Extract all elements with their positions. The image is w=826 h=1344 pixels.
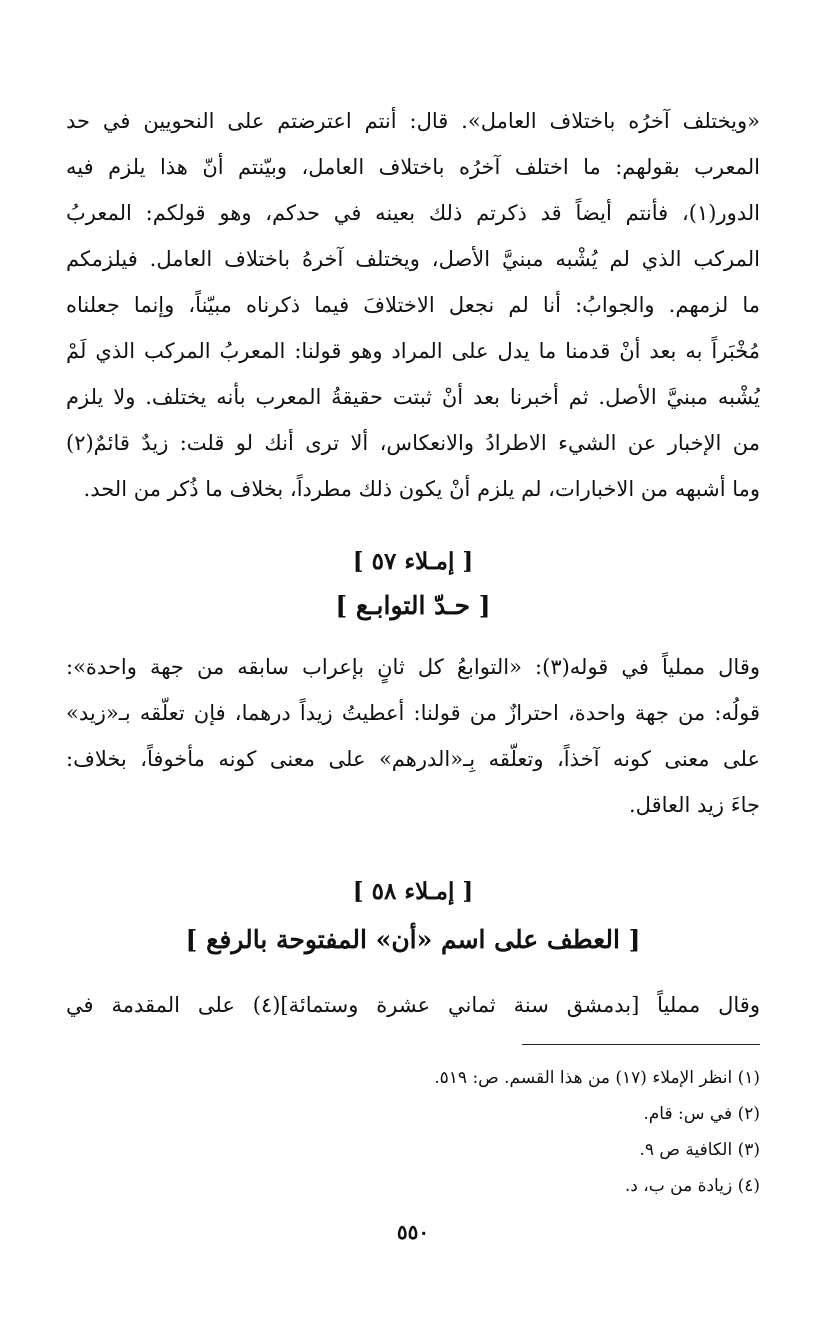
text-line: وقال مملياً في قوله(٣): «التوابعُ كل ثانٍ بإعراب سابقه من جهة واحدة»: [66, 655, 760, 679]
text-line: المركب الذي لم يُشْبه مبنيَّ الأصل، ويختلف آخرهُ باختلاف العامل. فيلزمكم [66, 247, 760, 271]
dictation-57-title: [ حـدّ التوابـع ] [335, 591, 491, 620]
footnote: (٢) في س: قام. [643, 1104, 760, 1124]
dictation-57-number: [ إمـلاء ٥٧ ] [352, 548, 474, 575]
text-line: على معنى كونه آخذاً، وتعلّقه بِـ«الدرهم» على معنى كونه مأخوفاً، بخلاف: [66, 747, 760, 771]
text-line: الدور(١)، فأنتم أيضاً قد ذكرتم ذلك بعينه في حدكم، وهو قولكم: المعربُ [66, 201, 760, 225]
text-line: من الإخبار عن الشيء الاطرادُ والانعكاس، ألا ترى أنك لو قلت: زيدٌ قائمٌ(٢) [66, 431, 760, 455]
text-line: ما لزمهم. والجوابُ: أنا لم نجعل الاختلافَ فيما ذكرناه مبيّناً، وإنما جعلناه [66, 293, 760, 317]
text-line: «ويختلف آخرُه باختلاف العامل». قال: أنتم اعترضتم على النحويين في حد [66, 109, 760, 133]
text-line: وقال مملياً [بدمشق سنة ثماني عشرة وستمائة](٤) على المقدمة في [66, 993, 760, 1017]
text-line: جاءَ زيد العاقل. [629, 793, 760, 817]
paragraph-followers [66, 644, 760, 828]
footnote: (٤) زيادة من ب، د. [624, 1176, 760, 1196]
paragraph-conjunction [66, 982, 760, 1028]
footnote-divider [522, 1044, 760, 1045]
paragraph-grammar-definition [66, 98, 760, 512]
dictation-58-number: [ إمـلاء ٥٨ ] [352, 878, 474, 905]
dictation-58-title: [ العطف على اسم «أن» المفتوحة بالرفع ] [185, 925, 641, 954]
page-number: ٥٥٠ [396, 1220, 430, 1244]
text-line: قولُه: من جهة واحدة، احترازٌ من قولنا: أعطيتُ زيداً درهما، فإن تعلّقه بـ«زيد» [66, 701, 760, 725]
text-line: وما أشبهه من الاخبارات، لم يلزم أنْ يكون ذلك مطرداً، بخلاف ما ذُكر من الحد. [83, 477, 760, 501]
footnote: (١) انظر الإملاء (١٧) من هذا القسم. ص: ٥١٩. [434, 1068, 760, 1088]
text-line: مُخْبَراً به بعد أنْ قدمنا ما يدل على المراد وهو قولنا: المعربُ المركب الذي لَمْ [66, 339, 760, 363]
footnotes [66, 1060, 760, 1204]
text-line: يُشْبه مبنيَّ الأصل. ثم أخبرنا بعد أنْ ثبتت حقيقةُ المعرب بأنه يختلف. ولا يلزم [66, 385, 760, 409]
text-line: المعرب بقولهم: ما اختلف آخرُه باختلاف العامل، وبيّنتم أنّ هذا يلزم فيه [66, 155, 760, 179]
footnote: (٣) الكافية ص ٩. [639, 1140, 760, 1160]
